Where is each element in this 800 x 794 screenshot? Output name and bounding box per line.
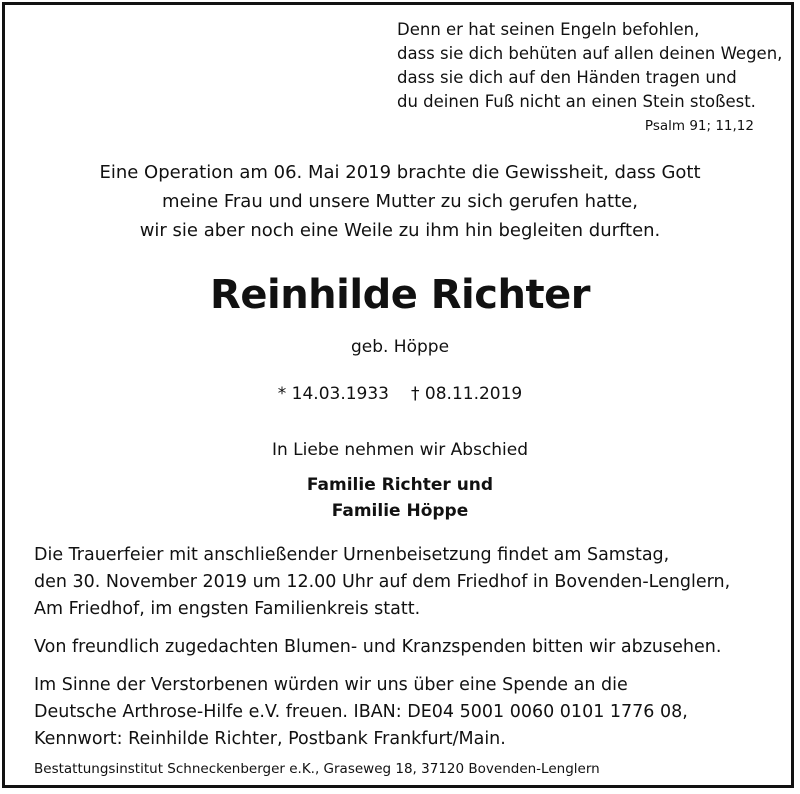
birth-date: * 14.03.1933	[277, 384, 389, 404]
intro-text	[0, 158, 800, 245]
family-line: Familie Richter und	[306, 475, 494, 495]
flowers-paragraph	[34, 634, 721, 661]
bible-verse	[397, 18, 782, 114]
deceased-name: Reinhilde Richter	[210, 272, 590, 318]
death-date: † 08.11.2019	[411, 384, 523, 404]
intro-line: Eine Operation am 06. Mai 2019 brachte die Gewissheit, dass Gott	[99, 162, 701, 183]
ceremony-line: Am Friedhof, im engsten Familienkreis statt.	[34, 599, 421, 619]
verse-line: du deinen Fuß nicht an einen Stein stoßest.	[397, 92, 756, 111]
funeral-home-footer: Bestattungsinstitut Schneckenberger e.K., Graseweg 18, 37120 Bovenden-Lenglern	[34, 761, 600, 777]
verse-line: dass sie dich behüten auf allen deinen Wegen,	[397, 44, 783, 63]
donation-line: Kennwort: Reinhilde Richter, Postbank Frankfurt/Main.	[34, 729, 506, 749]
donation-paragraph	[34, 672, 688, 753]
family-signature	[0, 472, 800, 524]
donation-line: Deutsche Arthrose-Hilfe e.V. freuen. IBAN: DE04 5001 0060 0101 1776 08,	[34, 702, 688, 722]
intro-line: wir sie aber noch eine Weile zu ihm hin begleiten durften.	[139, 220, 661, 241]
ceremony-line: Die Trauerfeier mit anschließender Urnenbeisetzung findet am Samstag,	[34, 545, 670, 565]
ceremony-line: den 30. November 2019 um 12.00 Uhr auf dem Friedhof in Bovenden-Lenglern,	[34, 572, 731, 592]
verse-source: Psalm 91; 11,12	[644, 118, 754, 134]
ceremony-paragraph	[34, 542, 730, 623]
intro-line: meine Frau und unsere Mutter zu sich gerufen hatte,	[162, 191, 638, 212]
verse-line: dass sie dich auf den Händen tragen und	[397, 68, 737, 87]
farewell-text: In Liebe nehmen wir Abschied	[271, 440, 529, 460]
flowers-line: Von freundlich zugedachten Blumen- und Kranzspenden bitten wir abzusehen.	[34, 637, 722, 657]
donation-line: Im Sinne der Verstorbenen würden wir uns über eine Spende an die	[34, 675, 628, 695]
verse-line: Denn er hat seinen Engeln befohlen,	[397, 20, 700, 39]
life-dates	[0, 384, 800, 404]
birth-name: geb. Höppe	[350, 337, 450, 357]
family-line: Familie Höppe	[331, 501, 469, 521]
